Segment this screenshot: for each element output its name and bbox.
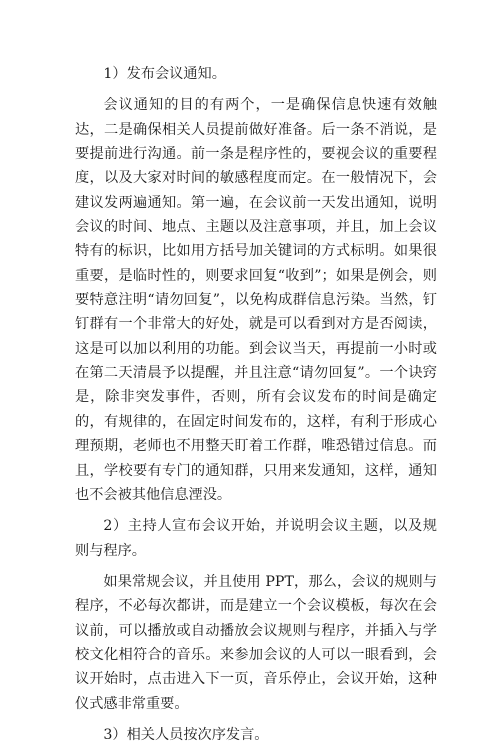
section-1-paragraph: 会议通知的目的有两个，一是确保信息快速有效触达，二是确保相关人员提前做好准备。后一条不消说，是要提前进行沟通。前一条是程序性的，要视会议的重要程度，以及大家对时间的敏感程度而定。在一般情况下，会建议发两遍通知。第一遍，在会议前一天发出通知，说明会议的时间、地点、主题以及注意事项，并且，加上会议特有的标识，比如用方括号加关键词的方式标明。如果很重要，是临时性的，则要求回复“收到”；如果是例会，则要特意注明“请勿回复”，以免构成群信息污染。当然，钉钉群有一个非常大的好处，就是可以看到对方是否阅读，这是可以加以利用的功能。到会议当天，再提前一小时或在第二天清晨予以提醒，并且注意“请勿回复”。一个诀窍是，除非突发事件，否则，所有会议发布的时间是确定的，有规律的，在固定时间发布的，这样，有利于形成心理预期，老师也不用整天盯着工作群，唯恐错过信息。而且，学校要有专门的通知群，只用来发通知，这样，通知也不会被其他信息湮没。 <box>75 97 437 503</box>
section-2-paragraph: 如果常规会议，并且使用 PPT，那么，会议的规则与程序，不必每次都讲，而是建立一个会议模板，每次在会议前，可以播放或自动播放会议规则与程序，并插入与学校文化相符合的音乐。来参加会议的人可以一眼看到，会议开始时，点击进入下一页，音乐停止，会议开始，这种仪式感非常重要。 <box>75 573 437 712</box>
section-1-heading: 1）发布会议通知。 <box>103 66 226 82</box>
section-3-heading: 3）相关人员按次序发言。 <box>103 726 269 743</box>
section-2-heading: 2）主持人宣布会议开始，并说明会议主题，以及规则与程序。 <box>75 518 437 559</box>
document-page <box>75 62 437 754</box>
